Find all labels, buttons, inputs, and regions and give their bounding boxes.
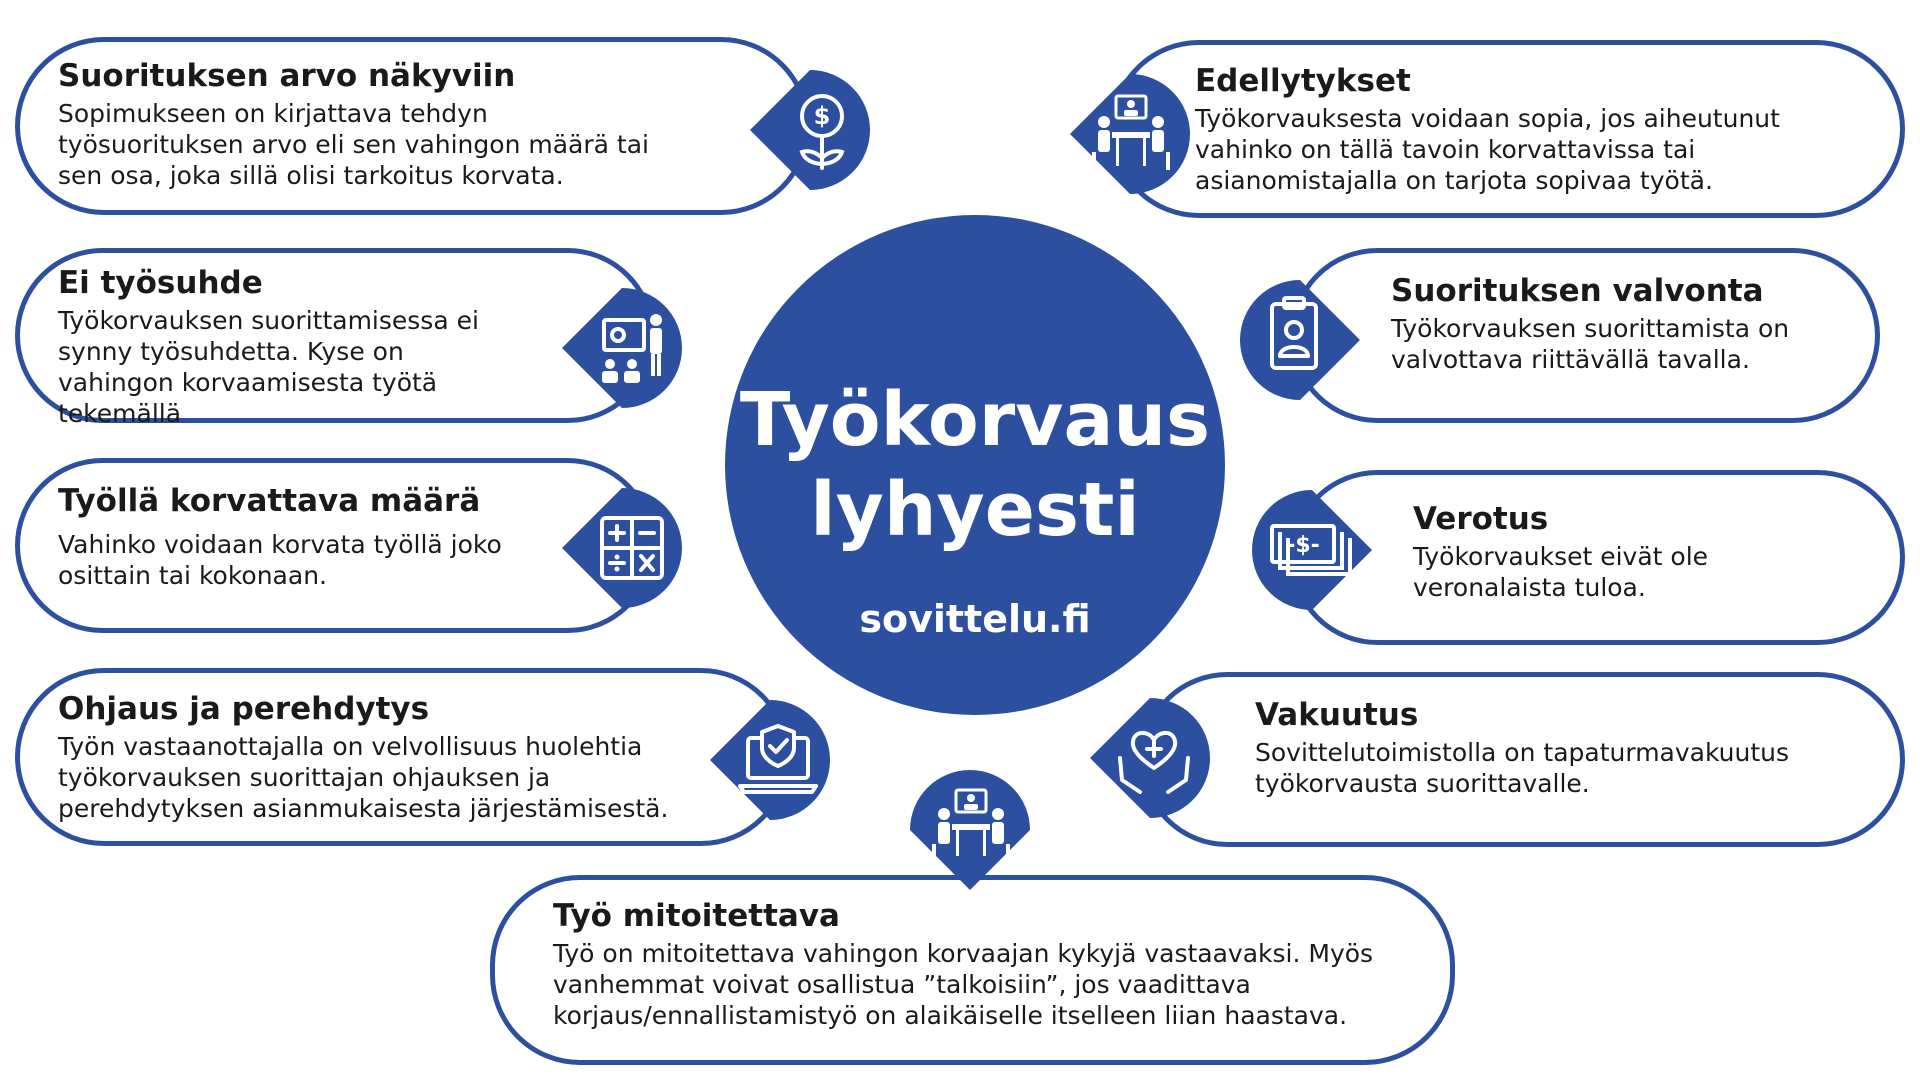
card-title: Edellytykset — [1195, 63, 1411, 99]
card-ohjaus — [15, 668, 790, 846]
center-title — [725, 375, 1225, 555]
svg-text:$: $ — [813, 102, 831, 130]
badge-presentation — [552, 278, 692, 418]
money-bills-icon — [1242, 480, 1382, 620]
badge-money-bills — [1242, 480, 1382, 620]
badge-clipboard — [1230, 270, 1370, 410]
card-text: Työkorvauksen suorittamisessa ei synny työsuhdetta. Kyse on vahingon korvaamisesta työtä tekemällä — [58, 306, 479, 428]
clipboard-person-icon — [1230, 270, 1370, 410]
card-text: Työkorvaukset eivät ole veronalaista tuloa. — [1413, 542, 1709, 602]
card-title: Ei työsuhde — [58, 265, 263, 301]
badge-meeting-bottom — [900, 760, 1040, 900]
presentation-icon — [552, 278, 692, 418]
card-title: Suorituksen valvonta — [1391, 273, 1764, 309]
card-text: Työ on mitoitettava vahingon korvaajan kykyjä vastaavaksi. Myös vanhemmat voivat osallistua ”talkoisiin”, jos vaadittava korjaus/ennallistamistyö on alaikäiselle itselleen liian haastava. — [553, 939, 1374, 1030]
badge-calculator — [552, 478, 692, 618]
center-title-line2: lyhyesti — [810, 467, 1140, 553]
badge-laptop-shield — [700, 690, 840, 830]
calculator-icon — [552, 478, 692, 618]
card-suorituksen-arvo — [15, 37, 810, 215]
card-text: Sopimukseen on kirjattava tehdyn työsuorituksen arvo eli sen vahingon määrä tai sen osa, joka sillä olisi tarkoitus korvata. — [58, 99, 649, 190]
card-text: Työkorvauksen suorittamista on valvottava riittävällä tavalla. — [1391, 314, 1790, 374]
meeting-icon — [1060, 64, 1200, 204]
card-vakuutus — [1140, 672, 1905, 847]
badge-heart-hands — [1080, 688, 1220, 828]
card-title: Työ mitoitettava — [553, 898, 840, 934]
badge-money-plant — [740, 60, 880, 200]
meeting-icon — [900, 760, 1040, 900]
money-plant-icon — [740, 60, 880, 200]
card-suorituksen-valvonta — [1290, 248, 1880, 423]
card-title: Ohjaus ja perehdytys — [58, 691, 430, 727]
center-circle — [725, 215, 1225, 715]
heart-hands-icon — [1080, 688, 1220, 828]
card-tyo-mitoitettava — [490, 875, 1455, 1065]
card-text: Sovittelutoimistolla on tapaturmavakuutus työkorvausta suorittavalle. — [1255, 738, 1790, 798]
card-title: Työllä korvattava määrä — [58, 483, 481, 519]
card-title: Vakuutus — [1255, 697, 1419, 733]
center-title-line1: Työkorvaus — [739, 377, 1211, 463]
laptop-shield-icon — [700, 690, 840, 830]
site-name: sovittelu.fi — [859, 597, 1091, 641]
card-verotus — [1290, 470, 1905, 645]
card-text: Työkorvauksesta voidaan sopia, jos aiheutunut vahinko on tällä tavoin korvattavissa tai asianomistajalla on tarjota sopivaa työtä. — [1195, 104, 1780, 195]
card-title: Suorituksen arvo näkyviin — [58, 58, 516, 94]
card-text: Työn vastaanottajalla on velvollisuus huolehtia työkorvauksen suorittajan ohjauksen ja perehdytyksen asianmukaisesta järjestämisestä. — [58, 732, 669, 823]
badge-meeting — [1060, 64, 1200, 204]
card-title: Verotus — [1413, 501, 1549, 537]
card-edellytykset — [1110, 40, 1905, 218]
card-text: Vahinko voidaan korvata työllä joko osittain tai kokonaan. — [58, 530, 502, 590]
svg-text:-$-: -$- — [1286, 533, 1320, 558]
